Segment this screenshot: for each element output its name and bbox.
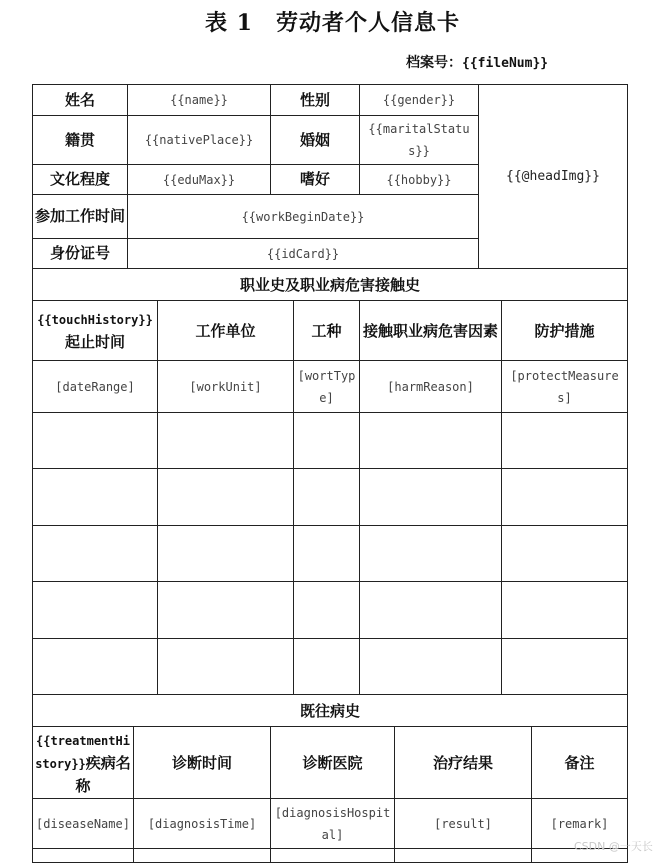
occupation-cell-harm: [harmReason] [360,361,502,413]
medical-cell-result: [result] [395,799,532,849]
table-row [33,639,628,695]
file-number-value: {{fileNum}} [462,56,549,71]
occupation-col-time-label: 起止时间 [64,333,125,351]
medical-cell-hospital: [diagnosisHospital] [271,799,395,849]
marital-label: 婚姻 [271,116,360,165]
occupation-cell-workunit: [workUnit] [158,361,294,413]
medical-col-diag-time: 诊断时间 [134,727,271,799]
occupation-section-title: 职业史及职业病危害接触史 [33,269,628,301]
table-row [33,849,628,863]
occupation-col-time [33,301,158,361]
table-row [33,469,628,526]
occupation-cell-worktype: [wortType] [294,361,360,413]
medical-col-remark: 备注 [532,727,628,799]
watermark: CSDN @一天长 [574,840,653,853]
marital-value: {{maritalStatus}} [360,116,479,165]
treatment-history-tag: {{treatmentHistory}} [35,733,130,771]
personal-info-table [32,84,628,269]
native-place-label: 籍贯 [33,116,128,165]
medical-col-hospital: 诊断医院 [271,727,395,799]
gender-label: 性别 [271,85,360,116]
id-card-label: 身份证号 [33,239,128,269]
medical-col-disease [33,727,134,799]
medical-cell-remark: [remark] [532,799,628,849]
work-begin-label: 参加工作时间 [33,195,128,239]
medical-cell-diag-time: [diagnosisTime] [134,799,271,849]
touch-history-tag: {{touchHistory}} [37,313,153,327]
file-number [406,52,548,72]
id-card-value: {{idCard}} [128,239,479,269]
file-number-label: 档案号： [406,55,462,71]
table-row [33,413,628,469]
occupation-col-protect: 防护措施 [502,301,628,361]
medical-section-title: 既往病史 [33,695,628,727]
occupation-col-worktype: 工种 [294,301,360,361]
occupation-history-table [32,268,628,695]
occupation-cell-daterange: [dateRange] [33,361,158,413]
education-value: {{eduMax}} [128,165,271,195]
medical-history-table [32,694,628,863]
page-title: 表 1 劳动者个人信息卡 [205,10,460,36]
work-begin-value: {{workBeginDate}} [128,195,479,239]
gender-value: {{gender}} [360,85,479,116]
occupation-col-unit: 工作单位 [158,301,294,361]
photo-cell: {{@headImg}} [479,85,628,269]
occupation-cell-protect: [protectMeasures] [502,361,628,413]
name-value: {{name}} [128,85,271,116]
education-label: 文化程度 [33,165,128,195]
native-place-value: {{nativePlace}} [128,116,271,165]
medical-col-result: 治疗结果 [395,727,532,799]
medical-cell-disease: [diseaseName] [33,799,134,849]
hobby-label: 嗜好 [271,165,360,195]
occupation-col-harm: 接触职业病危害因素 [360,301,502,361]
table-row [33,526,628,582]
hobby-value: {{hobby}} [360,165,479,195]
table-row [33,582,628,639]
name-label: 姓名 [33,85,128,116]
medical-col-disease-label: 疾病名称 [75,753,131,795]
